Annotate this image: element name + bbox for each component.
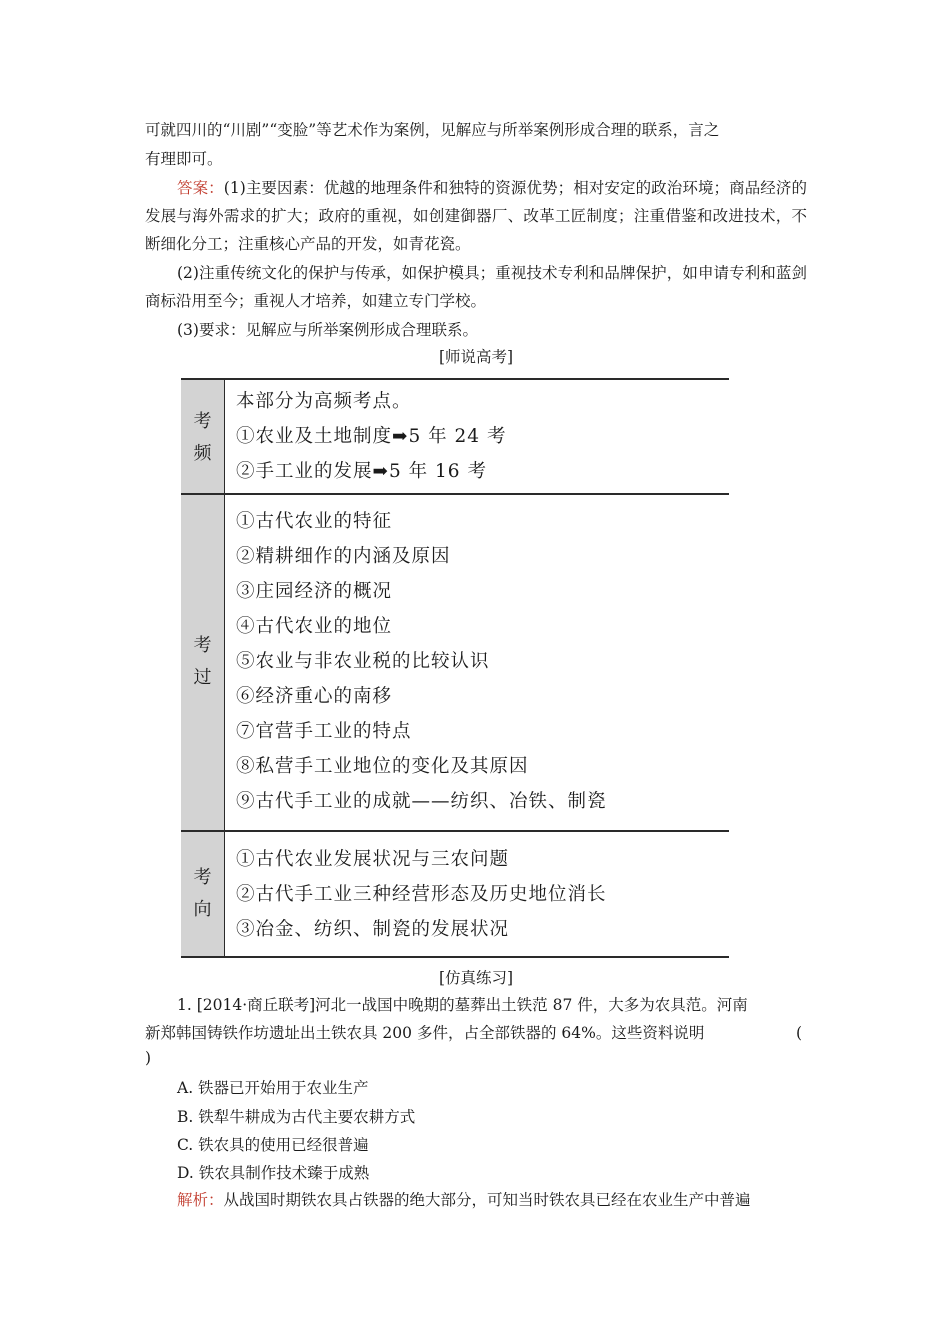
- option-d: D. 铁农具制作技术臻于成熟: [177, 1164, 370, 1182]
- table-item: ⑥经济重心的南移: [236, 686, 393, 707]
- table-rule-bottom: [181, 956, 729, 958]
- table-item: ⑤农业与非农业税的比较认识: [236, 651, 490, 672]
- table-item: ②精耕细作的内涵及原因: [236, 546, 451, 567]
- table-item: ①古代农业的特征: [236, 511, 393, 532]
- answer-paragraph-1: [145, 174, 807, 258]
- table-item: ④古代农业的地位: [236, 616, 393, 637]
- answer-paragraph-2: (2)注重传统文化的保护与传承，如保护模具；重视技术专利和品牌保护，如申请专利和蓝剑商标沿用至今；重视人才培养，如建立专门学校。: [145, 264, 807, 310]
- row-label-char: 考: [193, 867, 212, 888]
- intro-line-2: 有理即可。: [145, 150, 223, 168]
- row-label-kaoxiang: [181, 862, 224, 926]
- section-title-shishuo: [师说高考]: [438, 348, 514, 366]
- table-item: ①古代农业发展状况与三农问题: [236, 849, 510, 870]
- answer-label: 答案：: [177, 179, 224, 197]
- question-stem-line-2: 新郑韩国铸铁作坊遗址出土铁农具 200 多件，占全部铁器的 64%。这些资料说明: [145, 1024, 705, 1042]
- row-label-char: 考: [193, 411, 212, 432]
- table-item: ②古代手工业三种经营形态及历史地位消长: [236, 884, 607, 905]
- row-label-kaopin: [181, 406, 224, 470]
- row-content-kaoxiang: [236, 842, 607, 947]
- option-a: A. 铁器已开始用于农业生产: [177, 1079, 369, 1097]
- table-rule-top: [181, 378, 729, 380]
- row-label-char: 向: [193, 899, 212, 920]
- option-b: B. 铁犁牛耕成为古代主要农耕方式: [177, 1108, 416, 1126]
- answer-paragraph-3: (3)要求：见解应与所举案例形成合理联系。: [177, 321, 478, 339]
- table-item: ⑧私营手工业地位的变化及其原因: [236, 756, 529, 777]
- table-rule-1: [181, 493, 729, 495]
- row-label-char: 过: [193, 667, 212, 688]
- analysis-paragraph: [145, 1186, 807, 1214]
- option-c: C. 铁农具的使用已经很普遍: [177, 1136, 369, 1154]
- row-content-kaopin: [236, 384, 506, 489]
- table-item: ⑦官营手工业的特点: [236, 721, 412, 742]
- answer-paren-open: (: [796, 1024, 803, 1042]
- table-item: ③庄园经济的概况: [236, 581, 393, 602]
- table-item: ③冶金、纺织、制瓷的发展状况: [236, 919, 510, 940]
- intro-line-1: 可就四川的“川剧”“变脸”等艺术作为案例，见解应与所举案例形成合理的联系，言之: [145, 121, 720, 139]
- analysis-label: 解析：: [177, 1191, 224, 1209]
- section-title-fangzhen: [仿真练习]: [438, 969, 514, 987]
- row-content-kaoguo: [236, 504, 607, 819]
- table-item: ②手工业的发展➡5 年 16 考: [236, 461, 487, 482]
- answer-text-1: (1)主要因素：优越的地理条件和独特的资源优势；相对安定的政治环境；商品经济的发展与海外需求的扩大；政府的重视，如创建御器厂、改革工匠制度；注重借鉴和改进技术，不断细化分工；注重核心产品的开发，如青花瓷。: [145, 179, 807, 253]
- question-stem-line-1: 1. [2014·商丘联考]河北一战国中晚期的墓葬出土铁范 87 件，大多为农具范。河南: [177, 996, 748, 1014]
- table-item: ⑨古代手工业的成就——纺织、冶铁、制瓷: [236, 791, 607, 812]
- exam-points-table: [181, 378, 729, 958]
- table-column-divider: [224, 378, 225, 958]
- table-rule-2: [181, 830, 729, 832]
- row-label-kaoguo: [181, 630, 224, 694]
- analysis-text: 从战国时期铁农具占铁器的绝大部分，可知当时铁农具已经在农业生产中普遍: [223, 1191, 751, 1209]
- row-label-char: 频: [193, 443, 212, 464]
- row-label-char: 考: [193, 635, 212, 656]
- table-item: 本部分为高频考点。: [236, 391, 412, 412]
- table-item: ①农业及土地制度➡5 年 24 考: [236, 426, 507, 447]
- answer-paren-close: ): [145, 1049, 152, 1067]
